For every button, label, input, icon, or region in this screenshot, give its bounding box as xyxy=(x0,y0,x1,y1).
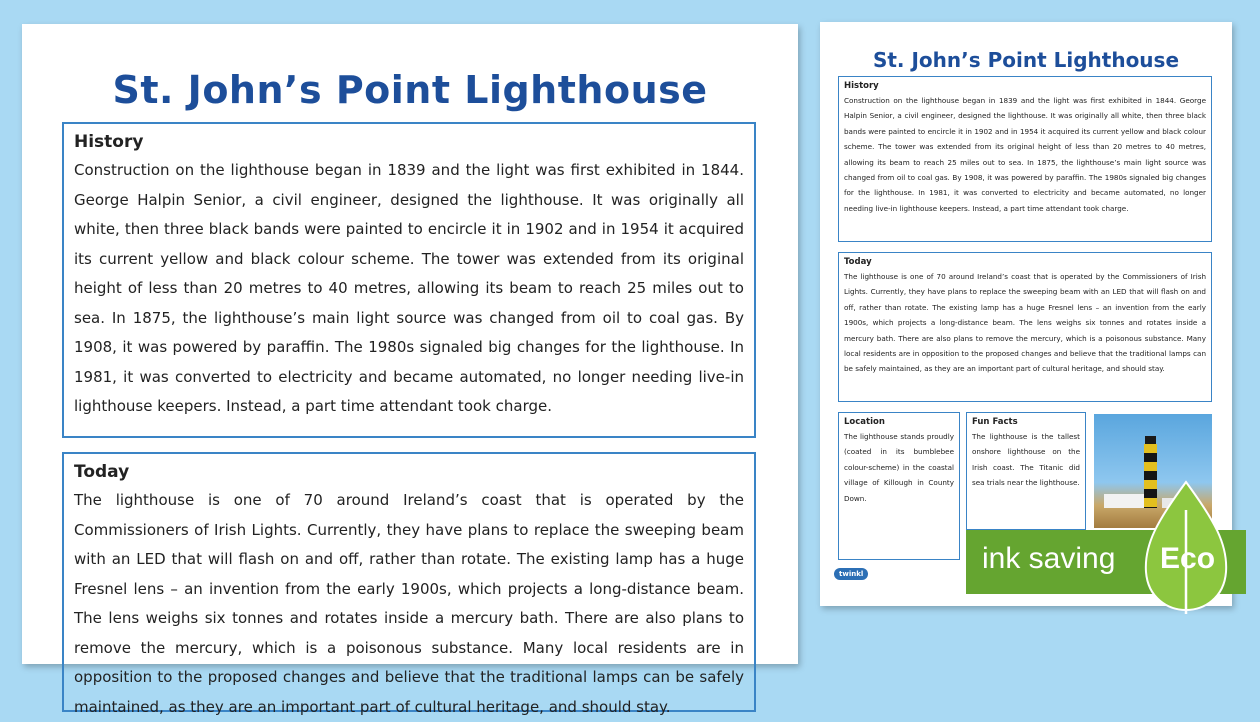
eco-label: Eco xyxy=(1160,542,1216,575)
today-heading: Today xyxy=(74,462,130,482)
thumbnail-fun-facts-section xyxy=(966,412,1086,530)
ink-saving-label: ink saving xyxy=(982,542,1116,575)
today-section xyxy=(62,452,756,716)
history-section xyxy=(62,122,756,438)
thumbnail-fun-facts-text: The lighthouse is the tallest onshore lighthouse on the Irish coast. The Titanic did sea trials near the lighthouse. xyxy=(972,432,1080,488)
thumbnail-history-heading: History xyxy=(844,81,879,91)
worksheet-page-large xyxy=(22,24,798,716)
thumbnail-history-section xyxy=(838,76,1212,242)
thumbnail-location-section xyxy=(838,412,960,560)
history-text: Construction on the lighthouse began in 1839 and the light was first exhibited in 1844. George Halpin Senior, a civil engineer, designed the lighthouse. It was originally all white, then three black bands were painted to encircle it in 1902 and in 1954 it acquired its current yellow and black colour scheme. The tower was extended from its original height of less than 20 metres to 40 metres, allowing its beam to reach 25 miles out to sea. In 1875, the lighthouse’s main light source was changed from oil to coal gas. By 1908, it was powered by paraffin. The 1980s signaled big changes for the lighthouse. In 1981, it was converted to electricity and became automated, no longer needing live-in lighthouse keepers. Instead, a part time attendant took charge. xyxy=(74,161,744,415)
thumbnail-location-text: The lighthouse stands proudly (coated in its bumblebee colour-scheme) in the coastal village of Killough in County Down. xyxy=(844,432,954,503)
twinkl-logo: twinkl xyxy=(834,568,868,580)
thumbnail-today-heading: Today xyxy=(844,257,872,267)
history-heading: History xyxy=(74,132,144,152)
today-text: The lighthouse is one of 70 around Ireland’s coast that is operated by the Commissioners of Irish Lights. Currently, they have plans to replace the sweeping beam with an LED that will flash on and off, rather than rotate. The existing lamp has a huge Fresnel lens – an invention from the early 1900s, which projects a long-distance beam. The lens weighs six tonnes and rotates inside a mercury bath. There are also plans to remove the mercury, which is a poisonous substance. Many local residents are in opposition to the proposed changes and believe that the traditional lamps can be safely maintained, as they are an important part of cultural heritage, and should stay. xyxy=(74,491,744,716)
thumbnail-title: St. John’s Point Lighthouse xyxy=(872,48,1180,72)
thumbnail-fun-facts-heading: Fun Facts xyxy=(972,417,1018,427)
thumbnail-history-text: Construction on the lighthouse began in 1839 and the light was first exhibited in 1844. George Halpin Senior, a civil engineer, designed the lighthouse. It was originally all white, then three black bands were painted to encircle it in 1902 and in 1954 it acquired its current yellow and black colour scheme. The tower was extended from its original height of less than 20 metres to 40 metres, allowing its beam to reach 25 miles out to sea. In 1875, the lighthouse’s main light source was changed from oil to coal gas. By 1908, it was powered by paraffin. The 1980s signaled big changes for the lighthouse. In 1981, it was converted to electricity and became automated, no longer needing live-in lighthouse keepers. Instead, a part time attendant took charge. xyxy=(844,96,1206,213)
thumbnail-today-section xyxy=(838,252,1212,402)
thumbnail-today-text: The lighthouse is one of 70 around Ireland’s coast that is operated by the Commissioners of Irish Lights. Currently, they have plans to replace the sweeping beam with an LED that will flash on and off, rather than rotate. The existing lamp has a huge Fresnel lens – an invention from the early 1900s, which projects a long-distance beam. The lens weighs six tonnes and rotates inside a mercury bath. There are also plans to remove the mercury, which is a poisonous substance. Many local residents are in opposition to the proposed changes and believe that the traditional lamps can be safely maintained, as they are an important part of cultural heritage, and should stay. xyxy=(844,272,1206,374)
page-title: St. John’s Point Lighthouse xyxy=(112,68,708,112)
thumbnail-location-heading: Location xyxy=(844,417,885,427)
